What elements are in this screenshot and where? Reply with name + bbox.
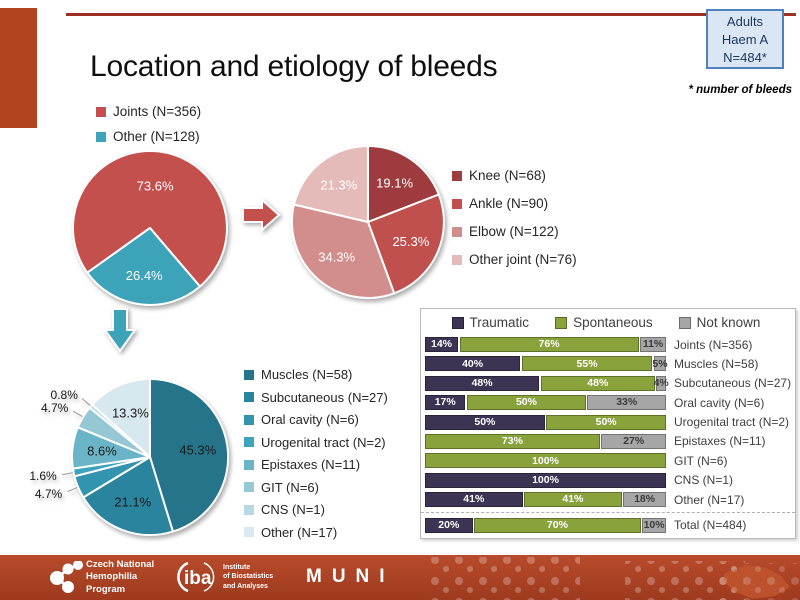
legend-swatch-icon — [452, 199, 462, 209]
bar-data-label: 48% — [587, 377, 609, 390]
legend-item — [452, 315, 530, 330]
bar-track — [425, 518, 666, 533]
pie-data-label: 4.7% — [40, 401, 69, 416]
other-locations-pie-chart — [20, 370, 240, 546]
legend-item — [96, 129, 201, 144]
legend-swatch-icon — [452, 255, 462, 265]
bar-data-label: 76% — [538, 338, 560, 351]
top-rule — [66, 13, 796, 16]
legend-swatch-icon — [244, 527, 254, 537]
legend-label: GIT (N=6) — [261, 479, 319, 495]
bar-row — [425, 395, 787, 410]
bar-segment-spontaneous — [467, 395, 586, 410]
legend-label: Urogenital tract (N=2) — [261, 434, 386, 450]
bar-segment-not-known — [601, 434, 666, 449]
left-accent-bar — [0, 8, 37, 128]
legend-item — [452, 168, 577, 183]
pie-data-label: 1.6% — [29, 468, 57, 483]
pie-data-label: 34.3% — [318, 249, 356, 265]
bar-segment-spontaneous — [546, 415, 666, 430]
legend-swatch-icon — [244, 392, 254, 402]
bar-segment-traumatic — [425, 415, 545, 430]
bar-category-label: Joints (N=356) — [674, 337, 753, 352]
bar-track — [425, 434, 666, 449]
iba-logo-text — [223, 563, 273, 590]
pie-data-label: 21.1% — [114, 494, 152, 510]
etiology-panel — [420, 308, 796, 539]
label-leader-line — [67, 487, 77, 491]
bar-track — [425, 453, 666, 468]
bar-track — [425, 376, 669, 391]
bar-segment-traumatic — [425, 395, 465, 410]
bar-data-label: 100% — [532, 454, 559, 467]
legend-item — [244, 412, 388, 427]
bar-data-label: 48% — [471, 377, 493, 390]
bar-category-label: GIT (N=6) — [674, 453, 728, 468]
bar-row — [425, 453, 787, 468]
bar-segment-traumatic — [425, 473, 666, 488]
footer-dots-pattern — [430, 555, 800, 600]
bar-data-label: 50% — [595, 415, 617, 428]
iba-line-2: of Biostatistics — [223, 573, 274, 581]
iba-mark-icon — [174, 560, 218, 594]
legend-swatch-icon — [452, 317, 464, 329]
bar-category-label: Total (N=484) — [674, 518, 747, 533]
bar-row — [425, 356, 787, 371]
legend-label: Oral cavity (N=6) — [261, 412, 359, 427]
legend-label: Knee (N=68) — [469, 168, 546, 183]
bar-data-label: 41% — [463, 493, 485, 506]
legend-item — [244, 502, 388, 517]
legend-label: CNS (N=1) — [261, 502, 325, 517]
bar-track — [425, 337, 666, 352]
bar-segment-spontaneous — [474, 518, 641, 533]
joint-locations-pie-chart — [288, 142, 448, 302]
adults-badge — [706, 9, 784, 69]
legend-item — [96, 104, 201, 119]
legend-label: Elbow (N=122) — [469, 224, 559, 239]
legend-swatch-icon — [452, 227, 462, 237]
bar-row — [425, 518, 787, 533]
badge-line-2: Haem A — [721, 31, 769, 47]
legend-label: Other (N=128) — [113, 129, 200, 144]
iba-line-3: and Analyses — [223, 582, 268, 590]
bar-category-label: Urogenital tract (N=2) — [674, 415, 790, 430]
cnhp-line-2: Hemophilia — [86, 571, 138, 583]
badge-line-3: N=484* — [723, 49, 767, 65]
bar-category-label: Other (N=17) — [674, 492, 745, 507]
legend-label: Subcutaneous (N=27) — [261, 389, 388, 405]
pie-data-label: 25.3% — [392, 233, 430, 249]
other-locations-legend — [244, 367, 388, 547]
legend-swatch-icon — [244, 460, 254, 470]
label-leader-line — [82, 398, 90, 405]
bar-segment-not-known — [640, 337, 666, 352]
joint-locations-legend — [452, 168, 577, 280]
legend-swatch-icon — [244, 370, 254, 380]
bar-data-label: 73% — [501, 435, 523, 448]
legend-swatch-icon — [244, 505, 254, 515]
bar-data-label: 70% — [546, 518, 568, 531]
iba-logo — [174, 560, 273, 594]
bar-segment-spontaneous — [460, 337, 639, 352]
bar-data-label: 10% — [643, 518, 665, 531]
bar-data-label: 14% — [430, 338, 452, 351]
cnhp-line-1: Czech National — [86, 559, 155, 570]
bar-category-label: Epistaxes (N=11) — [674, 434, 766, 449]
label-leader-line — [62, 473, 73, 475]
bar-data-label: 18% — [634, 493, 656, 506]
legend-item — [452, 252, 577, 267]
cnhp-molecule-icon — [50, 561, 84, 593]
legend-item — [244, 435, 388, 450]
legend-swatch-icon — [679, 317, 691, 329]
bar-row — [425, 415, 790, 430]
bar-data-label: 55% — [576, 357, 598, 370]
bar-row — [425, 473, 787, 488]
page-title: Location and etiology of bleeds — [90, 50, 498, 83]
iba-line-1: Institute — [223, 564, 251, 572]
legend-swatch-icon — [555, 317, 567, 329]
legend-swatch-icon — [96, 107, 106, 117]
legend-label: Traumatic — [469, 315, 530, 330]
bar-segment-spontaneous — [425, 434, 600, 449]
label-leader-line — [73, 411, 82, 417]
bar-segment-not-known — [587, 395, 666, 410]
etiology-bars — [425, 337, 792, 533]
legend-item — [244, 525, 388, 540]
bar-segment-traumatic — [425, 376, 539, 391]
legend-label: Ankle (N=90) — [469, 196, 549, 211]
bar-track — [425, 473, 666, 488]
pie-data-label: 4.7% — [34, 486, 63, 501]
bar-row — [425, 492, 787, 507]
legend-swatch-icon — [452, 171, 462, 181]
legend-swatch-icon — [244, 482, 254, 492]
bar-data-label: 100% — [532, 473, 559, 486]
bar-row — [425, 337, 787, 352]
etiology-legend — [425, 315, 787, 330]
bar-segment-not-known — [642, 518, 666, 533]
legend-swatch-icon — [244, 415, 254, 425]
pie-data-label: 0.8% — [50, 387, 78, 402]
bar-track — [425, 415, 666, 430]
bar-segment-traumatic — [425, 337, 458, 352]
bar-data-label: 11% — [642, 338, 664, 351]
bar-category-label: Muscles (N=58) — [674, 356, 759, 371]
bar-data-label: 33% — [616, 396, 638, 409]
bar-row — [425, 434, 787, 449]
bar-data-label: 5% — [652, 357, 668, 370]
legend-label: Not known — [696, 315, 761, 330]
legend-swatch-icon — [96, 132, 106, 142]
bar-data-label: 17% — [434, 396, 456, 409]
bar-track — [425, 356, 666, 371]
bar-segment-spontaneous — [541, 376, 655, 391]
bar-track — [425, 395, 666, 410]
joints-other-pie-chart — [65, 143, 235, 313]
bar-segment-spontaneous — [425, 453, 666, 468]
bar-segment-traumatic — [425, 518, 473, 533]
legend-item — [244, 480, 388, 495]
pie-data-label: 13.3% — [111, 405, 149, 421]
right-arrow-icon — [242, 197, 282, 233]
footer — [0, 555, 800, 600]
legend-label: Epistaxes (N=11) — [261, 457, 361, 472]
bar-segment-traumatic — [425, 492, 523, 507]
legend-item — [244, 457, 388, 472]
cnhp-logo-text — [86, 559, 154, 596]
legend-label: Other (N=17) — [261, 524, 338, 540]
legend-item — [679, 315, 761, 330]
footnote: * number of bleeds — [688, 84, 792, 96]
legend-swatch-icon — [244, 437, 254, 447]
bar-data-label: 20% — [438, 518, 460, 531]
pie-data-label: 21.3% — [320, 177, 358, 193]
legend-item — [555, 315, 653, 330]
bar-segment-spontaneous — [524, 492, 622, 507]
bar-data-label: 50% — [474, 415, 496, 428]
bar-segment-not-known — [653, 376, 669, 391]
bar-segment-not-known — [654, 356, 666, 371]
legend-item — [244, 367, 388, 382]
bar-data-label: 50% — [515, 396, 537, 409]
bar-track — [425, 492, 666, 507]
pie-data-label: 19.1% — [376, 175, 414, 191]
legend-label: Joints (N=356) — [113, 104, 202, 119]
legend-item — [452, 196, 577, 211]
bar-data-label: 41% — [562, 493, 584, 506]
bar-segment-spontaneous — [522, 356, 653, 371]
bar-data-label: 40% — [462, 357, 484, 370]
legend-label: Spontaneous — [573, 315, 653, 330]
legend-item — [244, 390, 388, 405]
bar-segment-not-known — [623, 492, 666, 507]
bar-row — [425, 376, 792, 391]
badge-line-1: Adults — [726, 14, 764, 29]
bar-data-label: 4% — [653, 377, 669, 390]
bar-category-label: CNS (N=1) — [674, 473, 734, 488]
pie-data-label: 26.4% — [125, 267, 163, 283]
muni-logo: MUNI — [306, 566, 395, 587]
legend-label: Muscles (N=58) — [261, 367, 353, 382]
total-separator — [421, 512, 795, 513]
svg-text:iba: iba — [184, 568, 212, 589]
bar-category-label: Subcutaneous (N=27) — [674, 376, 792, 391]
cnhp-line-3: Program — [86, 583, 126, 595]
legend-label: Other joint (N=76) — [469, 252, 577, 267]
bar-category-label: Oral cavity (N=6) — [674, 395, 765, 410]
pie-data-label: 45.3% — [179, 442, 217, 458]
bar-segment-traumatic — [425, 356, 520, 371]
legend-item — [452, 224, 577, 239]
pie-data-label: 8.6% — [87, 443, 117, 459]
pie-data-label: 73.6% — [136, 178, 174, 194]
down-arrow-icon — [102, 308, 138, 354]
bar-data-label: 27% — [623, 435, 645, 448]
